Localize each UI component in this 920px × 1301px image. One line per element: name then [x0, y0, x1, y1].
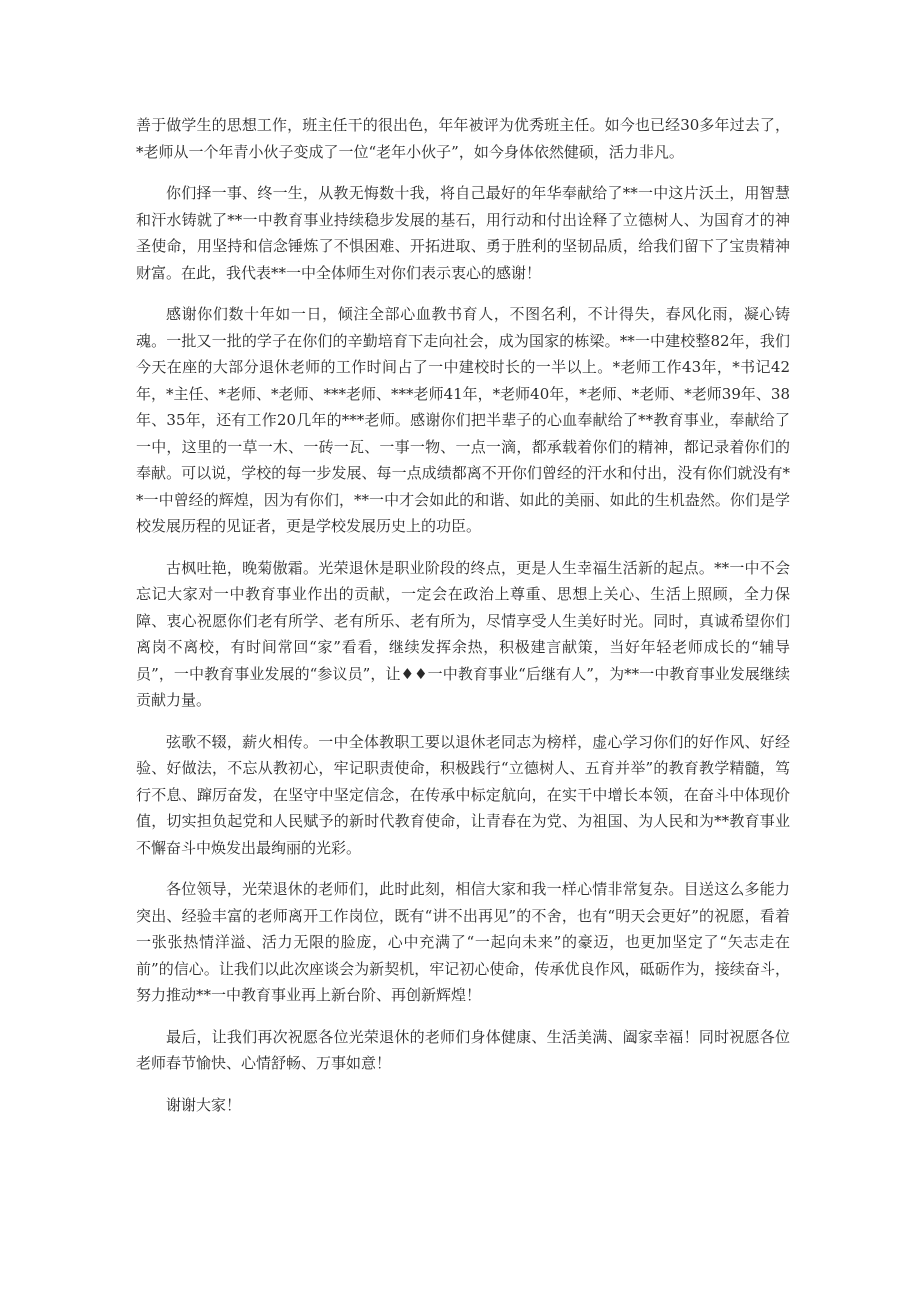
paragraph-farewell: 各位领导，光荣退休的老师们，此时此刻，相信大家和我一样心情非常复杂。目送这么多能力突出、经验丰富的老师离开工作岗位，既有“讲不出再见”的不舍，也有“明天会更好”的祝愿，看着一张张热情洋溢、活力无限的脸庞，心中充满了“一起向未来”的豪迈，也更加坚定了“矢志走在前”的信心。让我们以此次座谈会为新契机，牢记初心使命，传承优良作风，砥砺作为，接续奋斗，努力推动**一中教育事业再上新台阶、再创新辉煌！: [136, 880, 790, 1004]
paragraph-gratitude: 感谢你们数十年如一日，倾注全部心血教书育人，不图名利，不计得失，春风化雨，凝心铸魂。一批又一批的学子在你们的辛勤培育下走向社会，成为国家的栋梁。**一中建校整82年，我们今天在座的大部分退休老师的工作时间占了一中建校时长的一半以上。*老师工作43年，*书记42年，*主任、*老师、*老师、***老师、***老师41年，*老师40年，*老师、*老师、*老师39年、38年、35年，还有工作20几年的***老师。感谢你们把半辈子的心血奉献给了**教育事业，奉献给了一中，这里的一草一木、一砖一瓦、一事一物、一点一滴，都承载着你们的精神，都记录着你们的奉献。可以说，学校的每一步发展、每一点成绩都离不开你们曾经的汗水和付出，没有你们就没有**一中曾经的辉煌，因为有你们，**一中才会如此的和谐、如此的美丽、如此的生机盎然。你们是学校发展历程的见证者，更是学校发展历史上的功臣。: [136, 305, 790, 535]
paragraph-continuation: 善于做学生的思想工作，班主任干的很出色，年年被评为优秀班主任。如今也已经30多年过去了，*老师从一个年青小伙子变成了一位“老年小伙子”，如今身体依然健硕，活力非凡。: [136, 116, 790, 161]
paragraph-thanks: 谢谢大家！: [166, 1095, 242, 1114]
document-body: [136, 112, 790, 1118]
paragraph-dedication: 你们择一事、终一生，从教无悔数十我，将自己最好的年华奉献给了**一中这片沃土，用智慧和汗水铸就了**一中教育事业持续稳步发展的基石，用行动和付出诠释了立德树人、为国育才的神圣使命，用坚持和信念锤炼了不惧困难、开拓进取、勇于胜利的坚韧品质，给我们留下了宝贵精神财富。在此，我代表**一中全体师生对你们表示衷心的感谢！: [136, 184, 790, 282]
paragraph-retirement-wishes: 古枫吐艳，晚菊傲霜。光荣退休是职业阶段的终点，更是人生幸福生活新的起点。**一中不会忘记大家对一中教育事业作出的贡献，一定会在政治上尊重、思想上关心、生活上照顾，全力保障、衷心祝愿你们老有所学、老有所乐、老有所为，尽情享受人生美好时光。同时，真诚希望你们离岗不离校，有时间常回“家”看看，继续发挥余热，积极建言献策，当好年轻老师成长的“辅导员”，一中教育事业发展的“参议员”，让♦♦一中教育事业“后继有人”，为**一中教育事业发展继续贡献力量。: [136, 558, 790, 709]
paragraph-inheritance: 弦歌不辍，薪火相传。一中全体教职工要以退休老同志为榜样，虚心学习你们的好作风、好经验、好做法，不忘从教初心，牢记职责使命，积极践行“立德树人、五育并举”的教育教学精髓，笃行不息、蹿厉奋发，在坚守中坚定信念，在传承中标定航向，在实干中增长本领，在奋斗中体现价值，切实担负起党和人民赋予的新时代教育使命，让青春在为党、为祖国、为人民和为**教育事业不懈奋斗中焕发出最绚丽的光彩。: [136, 732, 790, 857]
paragraph-closing-wishes: 最后，让我们再次祝愿各位光荣退休的老师们身体健康、生活美满、阖家幸福！同时祝愿各位老师春节愉快、心情舒畅、万事如意！: [136, 1027, 790, 1072]
